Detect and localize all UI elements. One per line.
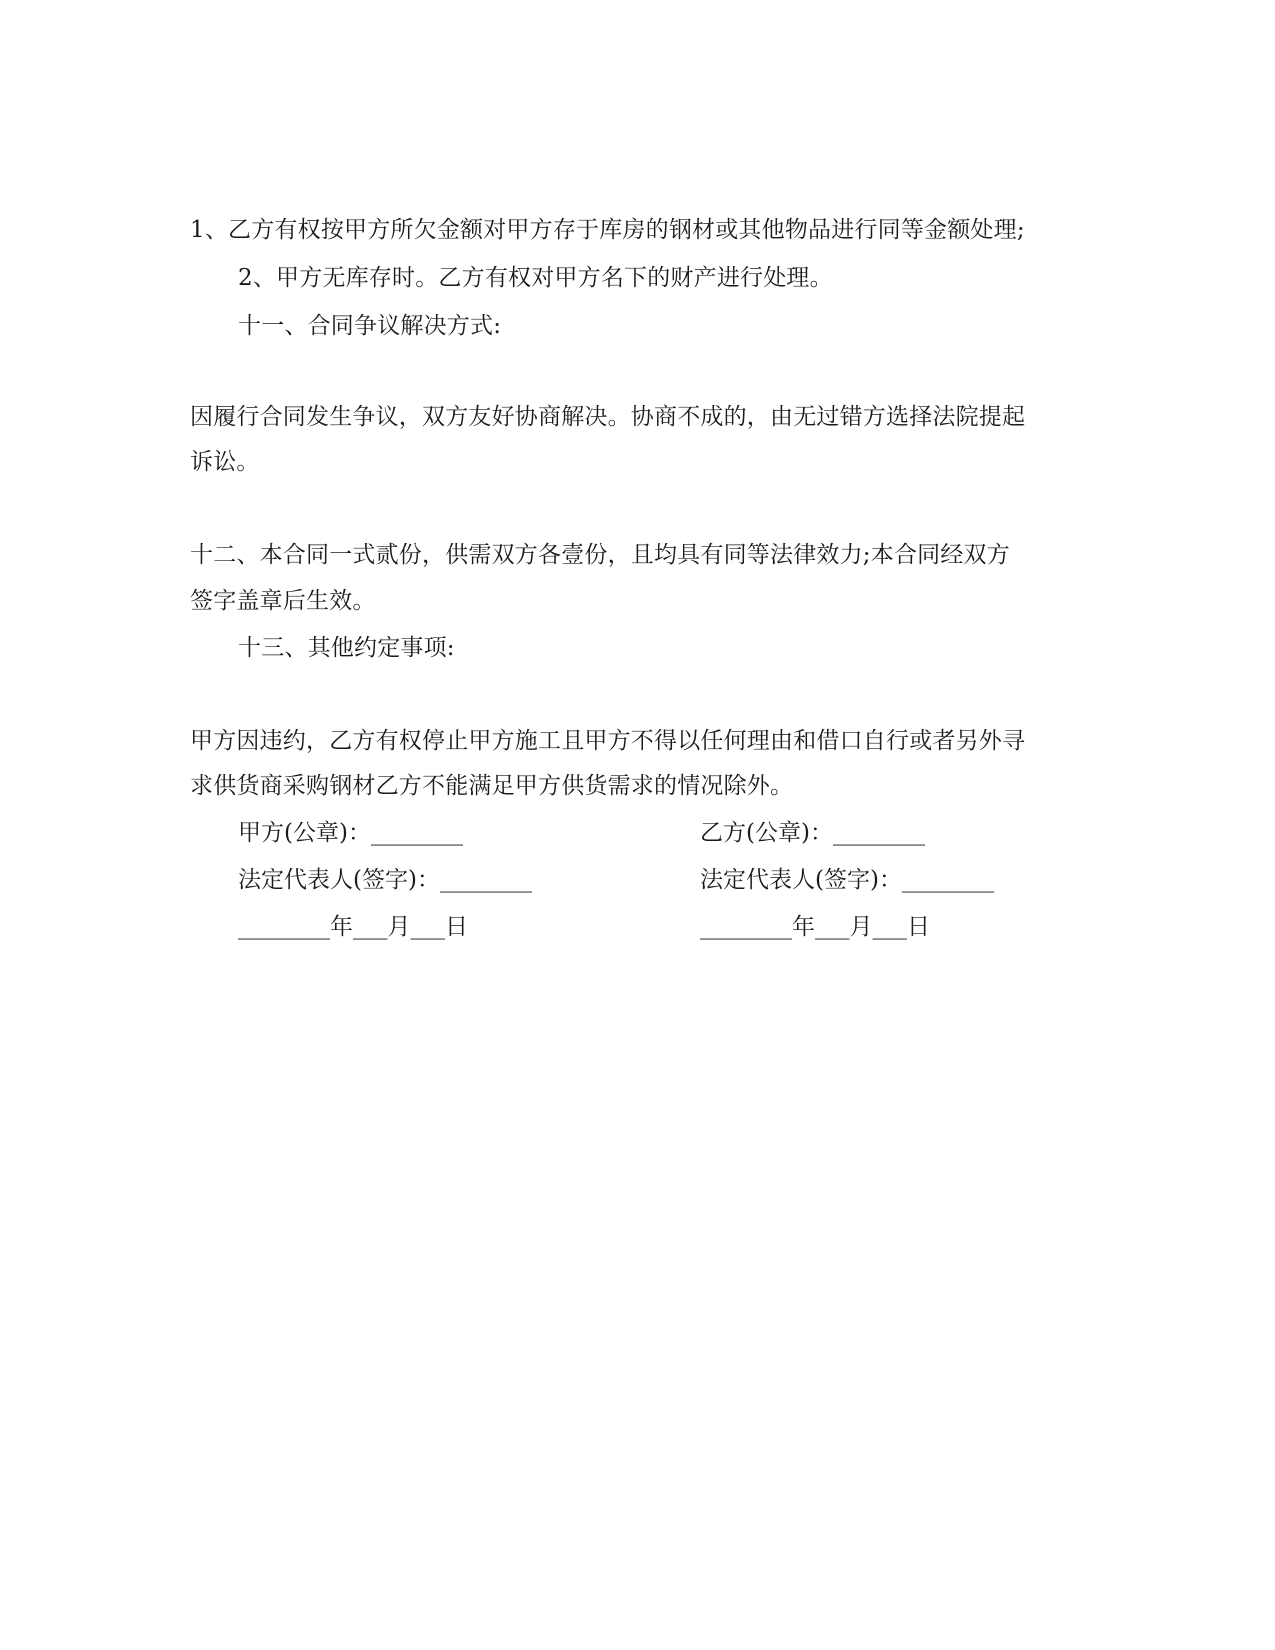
clause-11-body-line-2: 诉讼。 (190, 449, 260, 475)
party-a-seal-field: 甲方(公章)：________ (238, 820, 463, 846)
clause-13-body-line-2: 求供货商采购钢材乙方不能满足甲方供货需求的情况除外。 (190, 773, 794, 799)
clause-12-line-2: 签字盖章后生效。 (190, 588, 376, 614)
clause-11-heading: 十一、合同争议解决方式: (238, 313, 502, 339)
clause-10-item-1: 1、乙方有权按甲方所欠金额对甲方存于库房的钢材或其他物品进行同等金额处理; (190, 217, 1025, 243)
clause-13-heading: 十三、其他约定事项: (238, 635, 455, 661)
party-b-seal-field: 乙方(公章)：________ (700, 820, 925, 846)
party-b-date-field: ________年___月___日 (700, 914, 930, 940)
clause-11-body-line-1: 因履行合同发生争议，双方友好协商解决。协商不成的，由无过错方选择法院提起 (190, 404, 1026, 430)
clause-10-item-2: 2、甲方无库存时。乙方有权对甲方名下的财产进行处理。 (238, 265, 833, 291)
party-a-date-field: ________年___月___日 (238, 914, 468, 940)
party-a-representative-field: 法定代表人(签字)：________ (238, 867, 532, 893)
clause-12-line-1: 十二、本合同一式贰份，供需双方各壹份，且均具有同等法律效力;本合同经双方 (190, 542, 1010, 568)
party-b-representative-field: 法定代表人(签字)：________ (700, 867, 994, 893)
clause-13-body-line-1: 甲方因违约，乙方有权停止甲方施工且甲方不得以任何理由和借口自行或者另外寻 (190, 728, 1026, 754)
